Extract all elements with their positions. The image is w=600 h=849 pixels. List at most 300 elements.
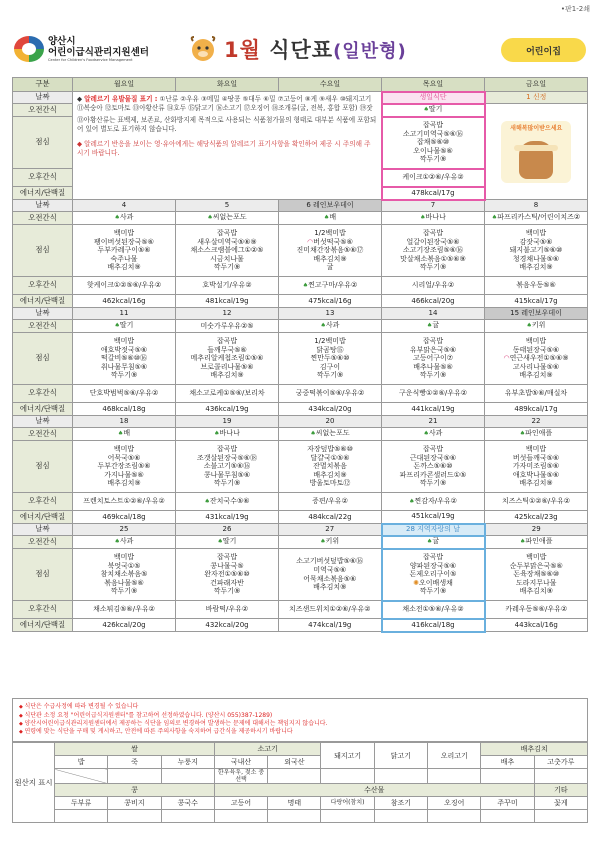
am-snack-text: 사과	[119, 213, 134, 222]
ox-illustration-icon	[519, 141, 553, 179]
lunch-item: 깍두기⑨	[213, 587, 241, 596]
menu-title	[224, 34, 407, 64]
lunch-item: 고사리나물⑤⑥	[512, 362, 560, 371]
origin-value-cell	[481, 810, 534, 823]
origin-value-cell	[534, 769, 587, 784]
lunch-cell	[176, 549, 279, 601]
origin-rice-header: 쌀	[55, 743, 215, 756]
lunch-item: 닭곰탕⑮	[316, 345, 344, 354]
lunch-item: 파프리카콘샐러드①⑤	[399, 470, 467, 479]
lunch-item: 브로콜리나물⑤⑥	[200, 362, 254, 371]
lunch-cell	[176, 225, 279, 277]
row-label-am-snack: 오전간식	[13, 536, 73, 549]
origin-subheader: 외국산	[268, 756, 321, 769]
allergy-notice-p2: ⑬아황산류는 표백제, 보존료, 산화방지제 목적으로 사용되는 식품첨가물의 형태로 대부분 식품에 포함되어 있어 별도로 표기하지 않습니다.	[77, 116, 377, 133]
lunch-item: 백미밥	[113, 445, 135, 454]
fruit-leaf-icon: ♠	[520, 538, 526, 546]
fruit-leaf-icon: ♠	[117, 430, 124, 438]
origin-value-cell	[161, 810, 214, 823]
fruit-leaf-icon: ♠	[491, 214, 498, 222]
lunch-item: 들깨무국⑤⑥	[207, 345, 247, 354]
am-snack-cell	[382, 212, 485, 225]
lunch-item: 배추김치⑨	[519, 263, 553, 272]
origin-value-cell	[374, 810, 427, 823]
am-snack-cell	[73, 212, 176, 225]
origin-value-cell	[214, 810, 267, 823]
energy-cell: 469kcal/18g	[73, 511, 176, 524]
lunch-cell	[73, 225, 176, 277]
header	[12, 32, 588, 68]
newyear-greeting-image	[501, 121, 571, 183]
energy-cell: 462kcal/16g	[73, 295, 176, 308]
lunch-cell	[73, 441, 176, 493]
date-cell: 27	[279, 524, 382, 536]
row-label-pm-snack: 오후간식	[13, 601, 73, 619]
am-snack-cell	[382, 104, 485, 117]
origin-subheader: 두부류	[55, 797, 108, 810]
energy-cell: 425kcal/23g	[485, 511, 588, 524]
lunch-cell	[485, 549, 588, 601]
lunch-item: 배추나물⑤⑥	[413, 362, 453, 371]
lunch-cell	[382, 225, 485, 277]
energy-cell: 466kcal/20g	[382, 295, 485, 308]
am-snack-cell	[382, 536, 485, 549]
lunch-item: 달걀국①⑤⑥	[310, 453, 350, 462]
lunch-item: 잡곡밥	[216, 229, 238, 238]
lunch-item: 소고기버섯덮밥⑤⑥⑯	[296, 557, 364, 566]
day-header: 수요일	[279, 78, 382, 92]
lunch-item: 깍두기⑨	[110, 587, 138, 596]
center-logo-icon	[14, 36, 44, 62]
allergy-notice-list: ①난류 ②우유 ③메밀 ④땅콩 ⑤대두 ⑥밀 ⑦고등어 ⑧게 ⑨새우 ⑩돼지고기 ⑪복숭아 ⑫토마토 ⑬아황산류 ⑭호두 ⑮닭고기 ⑯소고기 ⑰오징어 ⑱조개류(굴, 전복, 홍합 포함) ⑲잣	[77, 95, 373, 112]
pm-snack-text: 잔치국수⑤⑥	[209, 496, 250, 505]
lunch-item: 백미밥	[525, 337, 547, 346]
center-subtitle: Center for Children's Foodservice Management	[48, 58, 133, 62]
date-cell: 20	[279, 416, 382, 428]
fruit-leaf-icon: ♠	[320, 538, 326, 546]
am-snack-cell	[279, 428, 382, 441]
lunch-item: 방울토마토⑫	[309, 479, 351, 488]
lunch-item: 가자미조림⑤⑥	[512, 462, 560, 471]
pm-snack-cell	[176, 493, 279, 511]
origin-chicken-header: 닭고기	[374, 743, 427, 769]
origin-subheader: 주꾸미	[481, 797, 534, 810]
lunch-item-rainbow	[486, 354, 586, 363]
lunch-item: 버섯떡국⑤⑥	[313, 237, 353, 246]
am-snack-text: 씨없는포도	[315, 429, 350, 438]
lunch-item: 깍두기⑨	[419, 479, 447, 488]
fruit-leaf-icon: ♠	[114, 214, 120, 222]
lunch-item: 배추김치⑨	[107, 479, 141, 488]
lunch-cell	[73, 333, 176, 385]
lunch-item: 두부간장조림⑤⑥	[97, 462, 151, 471]
origin-etc-header: 기타	[534, 784, 587, 797]
lunch-item: 가지나물⑤⑥	[104, 470, 144, 479]
origin-table	[12, 742, 588, 823]
origin-value-cell	[268, 769, 321, 784]
pm-snack-cell: 단호박범벅⑤⑥/우유②	[73, 385, 176, 403]
am-snack-cell	[485, 428, 588, 441]
am-snack-text: 파인애플	[525, 429, 553, 438]
origin-value-cell	[428, 810, 481, 823]
day-header-row	[13, 78, 588, 92]
am-snack-text: 파프리카스틱/어린이치즈②	[497, 213, 581, 222]
lunch-item: 애호박나물⑤⑥	[512, 470, 560, 479]
lunch-item: 백미밥	[113, 229, 135, 238]
date-cell-rainbow: 6 레인보우데이	[279, 200, 382, 212]
date-cell: 22	[485, 416, 588, 428]
origin-subheader: 콩국수	[161, 797, 214, 810]
ox-mascot-icon	[187, 35, 219, 63]
facility-type-badge: 어린이집	[501, 38, 586, 62]
lunch-item: 양파된장국⑤⑥	[409, 561, 457, 570]
row-label-date: 날짜	[13, 308, 73, 320]
pm-snack-cell: 궁중떡볶이⑤⑥/우유②	[279, 385, 382, 403]
row-label-am-snack: 오전간식	[13, 320, 73, 333]
lunch-item: 배추김치⑨	[210, 371, 244, 380]
origin-empty-cell	[55, 769, 108, 784]
lunch-item: 동태된장국⑤⑥	[512, 345, 560, 354]
lunch-item: 깍두기⑨	[419, 371, 447, 380]
am-snack-text: 키위	[325, 537, 340, 546]
lunch-item: 볶음나물⑤⑥	[104, 578, 144, 587]
center-name-city: 양산시	[48, 36, 76, 47]
origin-value-cell	[268, 810, 321, 823]
am-snack-cell	[73, 320, 176, 333]
row-label-date: 날짜	[13, 200, 73, 212]
lunch-item: 돈육장채⑤⑥⑩	[513, 570, 560, 579]
energy-cell: 475kcal/16g	[279, 295, 382, 308]
origin-value-cell	[108, 769, 161, 784]
lunch-item: 유부맑은국⑤⑥	[409, 345, 457, 354]
note-item: ◆ 연령에 맞는 식단을 구매 및 게시하고, 안전에 따른 주의사항을 숙지하여 급간식을 제공하시기 바랍니다	[19, 728, 581, 736]
lunch-item-rainbow	[280, 238, 380, 247]
lunch-item: 소불고기⑤⑥⑯	[203, 462, 251, 471]
date-cell: 25	[73, 524, 176, 536]
title-main: 식단표	[269, 38, 334, 62]
fruit-leaf-icon: ♠	[207, 214, 213, 222]
lunch-item: 깍두기⑨	[419, 587, 447, 596]
allergy-notice-body	[73, 92, 381, 161]
lunch-cell	[382, 117, 485, 169]
lunch-item: 잡곡밥	[216, 445, 238, 454]
energy-cell: 489kcal/17g	[485, 403, 588, 416]
am-snack-cell: 미숫가루우유②⑤	[176, 320, 279, 333]
lunch-item: 조갯살된장국⑤⑥⑱	[196, 453, 258, 462]
row-label-date: 날짜	[13, 92, 73, 104]
lunch-item: 청경채나물⑤⑥	[512, 254, 560, 263]
origin-value-cell	[481, 769, 534, 784]
pm-snack-cell: 프렌치토스트①②⑥/우유②	[73, 493, 176, 511]
origin-subheader: 국내산	[214, 756, 267, 769]
am-snack-cell	[176, 428, 279, 441]
date-cell: 29	[485, 524, 588, 536]
fruit-leaf-icon: ♠	[302, 281, 309, 289]
fruit-leaf-icon: ♠	[409, 497, 415, 505]
lunch-cell	[485, 333, 588, 385]
pm-snack-cell: 치즈샌드위치①②⑥/우유②	[279, 601, 382, 619]
am-snack-cell	[176, 212, 279, 225]
lunch-cell	[382, 441, 485, 493]
pm-snack-cell	[279, 277, 382, 295]
lunch-item: 깍두기⑨	[316, 371, 344, 380]
row-label-energy: 에너지/단백질	[13, 295, 73, 308]
energy-cell: 426kcal/20g	[73, 619, 176, 632]
pm-snack-cell: 채소전①⑤⑥/우유②	[382, 601, 485, 619]
am-snack-text: 딸기	[222, 537, 237, 546]
am-snack-text: 귤	[432, 321, 440, 330]
am-snack-text: 배	[329, 213, 337, 222]
lunch-item: 돈까스⑤⑥⑩	[413, 462, 453, 471]
pm-snack-cell: 핫케이크①②⑤⑥/우유②	[73, 277, 176, 295]
fruit-leaf-icon: ♠	[526, 322, 532, 330]
row-label-pm-snack: 오후간식	[13, 277, 73, 295]
origin-subheader: 오징어	[428, 797, 481, 810]
lunch-item: 콩나물국⑤	[210, 561, 244, 570]
origin-pork-header: 돼지고기	[321, 743, 374, 769]
date-cell: 4	[73, 200, 176, 212]
row-label-lunch: 점심	[13, 549, 73, 601]
date-cell: 19	[176, 416, 279, 428]
lunch-item: 깍두기⑨	[213, 263, 241, 272]
origin-beef-value: 한우육우, 젖소 중 선택	[214, 769, 267, 784]
fruit-leaf-icon: ♠	[519, 430, 526, 438]
origin-subheader: 참조기	[374, 797, 427, 810]
lunch-item: 돈제오리구이⑤	[409, 570, 457, 579]
fruit-leaf-icon: ♠	[214, 430, 220, 438]
am-snack-text: 딸기	[119, 321, 134, 330]
energy-cell: 451kcal/19g	[382, 511, 485, 524]
pm-snack-cell: 구운식빵①②⑥/우유②	[382, 385, 485, 403]
lunch-item: 오이나물⑤⑥	[413, 146, 453, 155]
fruit-leaf-icon: ♠	[204, 497, 210, 505]
footer-notes	[12, 698, 588, 742]
lunch-item: 배추김치⑨	[313, 583, 347, 592]
pm-snack-cell: 치즈스틱①②⑥/우유②	[485, 493, 588, 511]
lunch-cell	[382, 333, 485, 385]
note-item: ◆ 식단은 수급사정에 따라 변경될 수 있습니다	[19, 702, 581, 712]
lunch-cell	[279, 225, 382, 277]
origin-seafood-header: 수산물	[214, 784, 534, 797]
lunch-item: 자장덮밥⑤⑥⑩	[307, 445, 353, 454]
pm-snack-cell: 유부초밥⑤⑥/매실차	[485, 385, 588, 403]
row-label-energy: 에너지/단백질	[13, 403, 73, 416]
allergy-notice-title: 알레르기 유발물질 표기 :	[84, 95, 158, 103]
energy-cell: 468kcal/18g	[73, 403, 176, 416]
date-cell: 21	[382, 416, 485, 428]
am-snack-cell	[485, 212, 588, 225]
row-label-pm-snack: 오후간식	[13, 493, 73, 511]
am-snack-cell	[73, 428, 176, 441]
am-snack-cell	[382, 320, 485, 333]
energy-cell: 481kcal/19g	[176, 295, 279, 308]
row-label-energy: 에너지/단백질	[13, 511, 73, 524]
day-header: 목요일	[382, 78, 485, 92]
origin-label: 원산지 표시	[13, 743, 55, 823]
am-snack-text: 바나나	[425, 213, 446, 222]
lunch-item: 소고기장조림⑤⑥⑯	[402, 246, 464, 255]
lunch-item: 두부카레구이⑤⑥	[97, 246, 151, 255]
fruit-leaf-icon: ♠	[114, 322, 120, 330]
lunch-item: 미역국⑤⑥	[313, 565, 347, 574]
energy-cell: 478kcal/17g	[382, 187, 485, 200]
lunch-item: 얼갈이된장국⑤⑥	[406, 237, 460, 246]
lunch-item: 순두부맑은국⑤⑥	[509, 561, 563, 570]
origin-value-cell	[161, 769, 214, 784]
day-header: 월요일	[73, 78, 176, 92]
am-snack-cell	[382, 428, 485, 441]
lunch-item: 백미밥	[113, 553, 135, 562]
pm-snack-cell: 바람떡/우유②	[176, 601, 279, 619]
row-label-am-snack: 오전간식	[13, 212, 73, 225]
origin-subheader: 밥	[55, 756, 108, 769]
lunch-item: 배추김치⑨	[313, 254, 347, 263]
week1-date-row	[13, 92, 588, 104]
note-item: ◆ 식단관 소정 요청 "어린이급식지원센터"를 참고하여 선정하였습니다. (양산시 055)387-1289)	[19, 712, 581, 720]
lunch-item: 메추리알케첩조림①⑤⑥	[190, 354, 264, 363]
lunch-item: 백미밥	[525, 229, 547, 238]
row-label-am-snack: 오전간식	[13, 428, 73, 441]
energy-cell: 436kcal/19g	[176, 403, 279, 416]
lunch-item: 1/2백미밥	[314, 229, 346, 238]
am-snack-text: 사과	[119, 537, 134, 546]
lunch-cell	[73, 549, 176, 601]
row-label-lunch: 점심	[13, 117, 73, 169]
row-label-lunch: 점심	[13, 333, 73, 385]
origin-subheader: 꽃게	[534, 797, 587, 810]
day-header: 금요일	[485, 78, 588, 92]
lunch-item: 깍두기⑨	[419, 155, 447, 164]
am-snack-text: 사과	[428, 429, 443, 438]
date-cell: 26	[176, 524, 279, 536]
day-header: 화요일	[176, 78, 279, 92]
newyear-greeting-text: 새해복많이받으세요	[510, 124, 563, 132]
pm-snack-cell: 시리얼/우유②	[382, 277, 485, 295]
row-label-pm-snack: 오후간식	[13, 169, 73, 187]
origin-value-cell	[428, 769, 481, 784]
lunch-item: 배추김치⑨	[519, 479, 553, 488]
origin-value-cell	[55, 810, 108, 823]
am-snack-text: 딸기	[428, 105, 443, 114]
am-snack-text: 파인애플	[525, 537, 553, 546]
origin-kimchi-header: 배추김치	[481, 743, 588, 756]
lunch-item: 잡곡밥	[422, 229, 444, 238]
date-cell: 11	[73, 308, 176, 320]
energy-cell: 434kcal/20g	[279, 403, 382, 416]
lunch-item: 배추김치⑨	[107, 263, 141, 272]
allergy-notice	[73, 92, 382, 200]
fruit-leaf-icon: ♠	[323, 214, 330, 222]
lunch-item: 새우살미역국⑤⑥⑨	[197, 237, 257, 246]
lunch-item: 연근새우전①⑤⑥⑨	[509, 354, 569, 363]
row-label-energy: 에너지/단백질	[13, 187, 73, 200]
date-cell: 8	[485, 200, 588, 212]
allergy-notice-caution: 알레르기 반응을 보이는 영·유아에게는 해당식품의 알레르기 표기사항을 확인하여 제공 시 주의해 주시기 바랍니다.	[77, 140, 371, 157]
lunch-item: 숙주나물	[110, 254, 138, 263]
lunch-item: 소고기미역국⑤⑥⑯	[402, 129, 464, 138]
origin-subheader: 고등어	[214, 797, 267, 810]
pm-snack-cell	[382, 493, 485, 511]
lunch-cell	[279, 333, 382, 385]
origin-beef-header: 소고기	[214, 743, 321, 756]
center-name	[48, 36, 149, 58]
lunch-item: 돼지불고기⑤⑥⑩	[509, 246, 563, 255]
row-label-date: 날짜	[13, 524, 73, 536]
lunch-item: 잡곡밥	[422, 553, 444, 562]
origin-value-cell	[374, 769, 427, 784]
fruit-leaf-icon: ♠	[310, 430, 316, 438]
fruit-leaf-icon: ♠	[426, 322, 433, 330]
lunch-cell	[485, 441, 588, 493]
pm-snack-cell: 카레우동⑤⑥/우유②	[485, 601, 588, 619]
row-label-energy: 에너지/단백질	[13, 619, 73, 632]
energy-cell: 484kcal/22g	[279, 511, 382, 524]
pm-snack-cell: 볶음우동⑤⑥	[485, 277, 588, 295]
newyear-image-cell	[485, 104, 588, 200]
lunch-item: 깍두기⑨	[419, 263, 447, 272]
lunch-item: 고등어구이⑦	[412, 354, 454, 363]
fruit-leaf-icon: ♠	[426, 538, 433, 546]
row-label-lunch: 점심	[13, 225, 73, 277]
lunch-item: 깍두기⑨	[110, 371, 138, 380]
date-cell: 18	[73, 416, 176, 428]
lunch-item: 감잣국⑤⑥	[519, 237, 553, 246]
origin-value-cell	[108, 810, 161, 823]
am-snack-cell	[485, 320, 588, 333]
lunch-item: 백미밥	[526, 553, 547, 562]
lunch-item: 콩나물무침⑤⑥	[203, 470, 251, 479]
date-cell: 7	[382, 200, 485, 212]
origin-subheader: 죽	[108, 756, 161, 769]
am-snack-cell	[73, 536, 176, 549]
page-reference: •판1-2쇄	[560, 5, 590, 13]
menu-table	[12, 77, 588, 633]
lunch-item: 잔멸치볶음	[313, 462, 347, 471]
lunch-cell	[382, 549, 485, 601]
lunch-item: 1/2백미밥	[314, 337, 346, 346]
lunch-item: 백미밥	[525, 445, 547, 454]
origin-value-cell	[321, 769, 374, 784]
energy-cell: 474kcal/19g	[279, 619, 382, 632]
pm-snack-cell: 케이크①②⑥/우유②	[382, 169, 485, 187]
lunch-item: 북엇국①⑤	[107, 561, 141, 570]
lunch-item: 잡곡밥	[422, 445, 444, 454]
origin-subheader: 누룽지	[161, 756, 214, 769]
lunch-item: 잡곡밥	[216, 553, 238, 562]
lunch-item: 취나물무침⑤⑥	[100, 362, 148, 371]
energy-cell: 416kcal/18g	[382, 619, 485, 632]
rainbow-icon: ◠	[503, 354, 510, 363]
lunch-cell	[279, 549, 382, 601]
am-snack-text: 키위	[531, 321, 546, 330]
origin-subheader: 콩비지	[108, 797, 161, 810]
pm-snack-text: 찐감자/우유②	[414, 496, 457, 505]
lunch-item: 도라지무나물	[515, 578, 557, 587]
pm-snack-text: 찐고구마/우유②	[308, 280, 358, 289]
lunch-item: 잡채⑤⑥⑩	[416, 138, 450, 147]
pm-snack-cell: 호박설기/우유②	[176, 277, 279, 295]
lunch-item: 어묵채소볶음⑤⑥	[303, 574, 357, 583]
lunch-item: 완자전①⑤⑥⑩	[204, 570, 250, 579]
fruit-leaf-icon: ♠	[423, 106, 429, 114]
lunch-item: 찐만두⑤⑥⑩	[310, 354, 350, 363]
date-cell-newyear: 1 신정	[485, 92, 588, 104]
lunch-item: 참치채소볶음⑤	[100, 570, 148, 579]
fruit-leaf-icon: ♠	[114, 538, 120, 546]
date-cell-local-pride: 28 지역자랑의 날	[382, 524, 485, 536]
lunch-item: 잡곡밥	[422, 121, 444, 130]
origin-subheader: 배추	[481, 756, 534, 769]
